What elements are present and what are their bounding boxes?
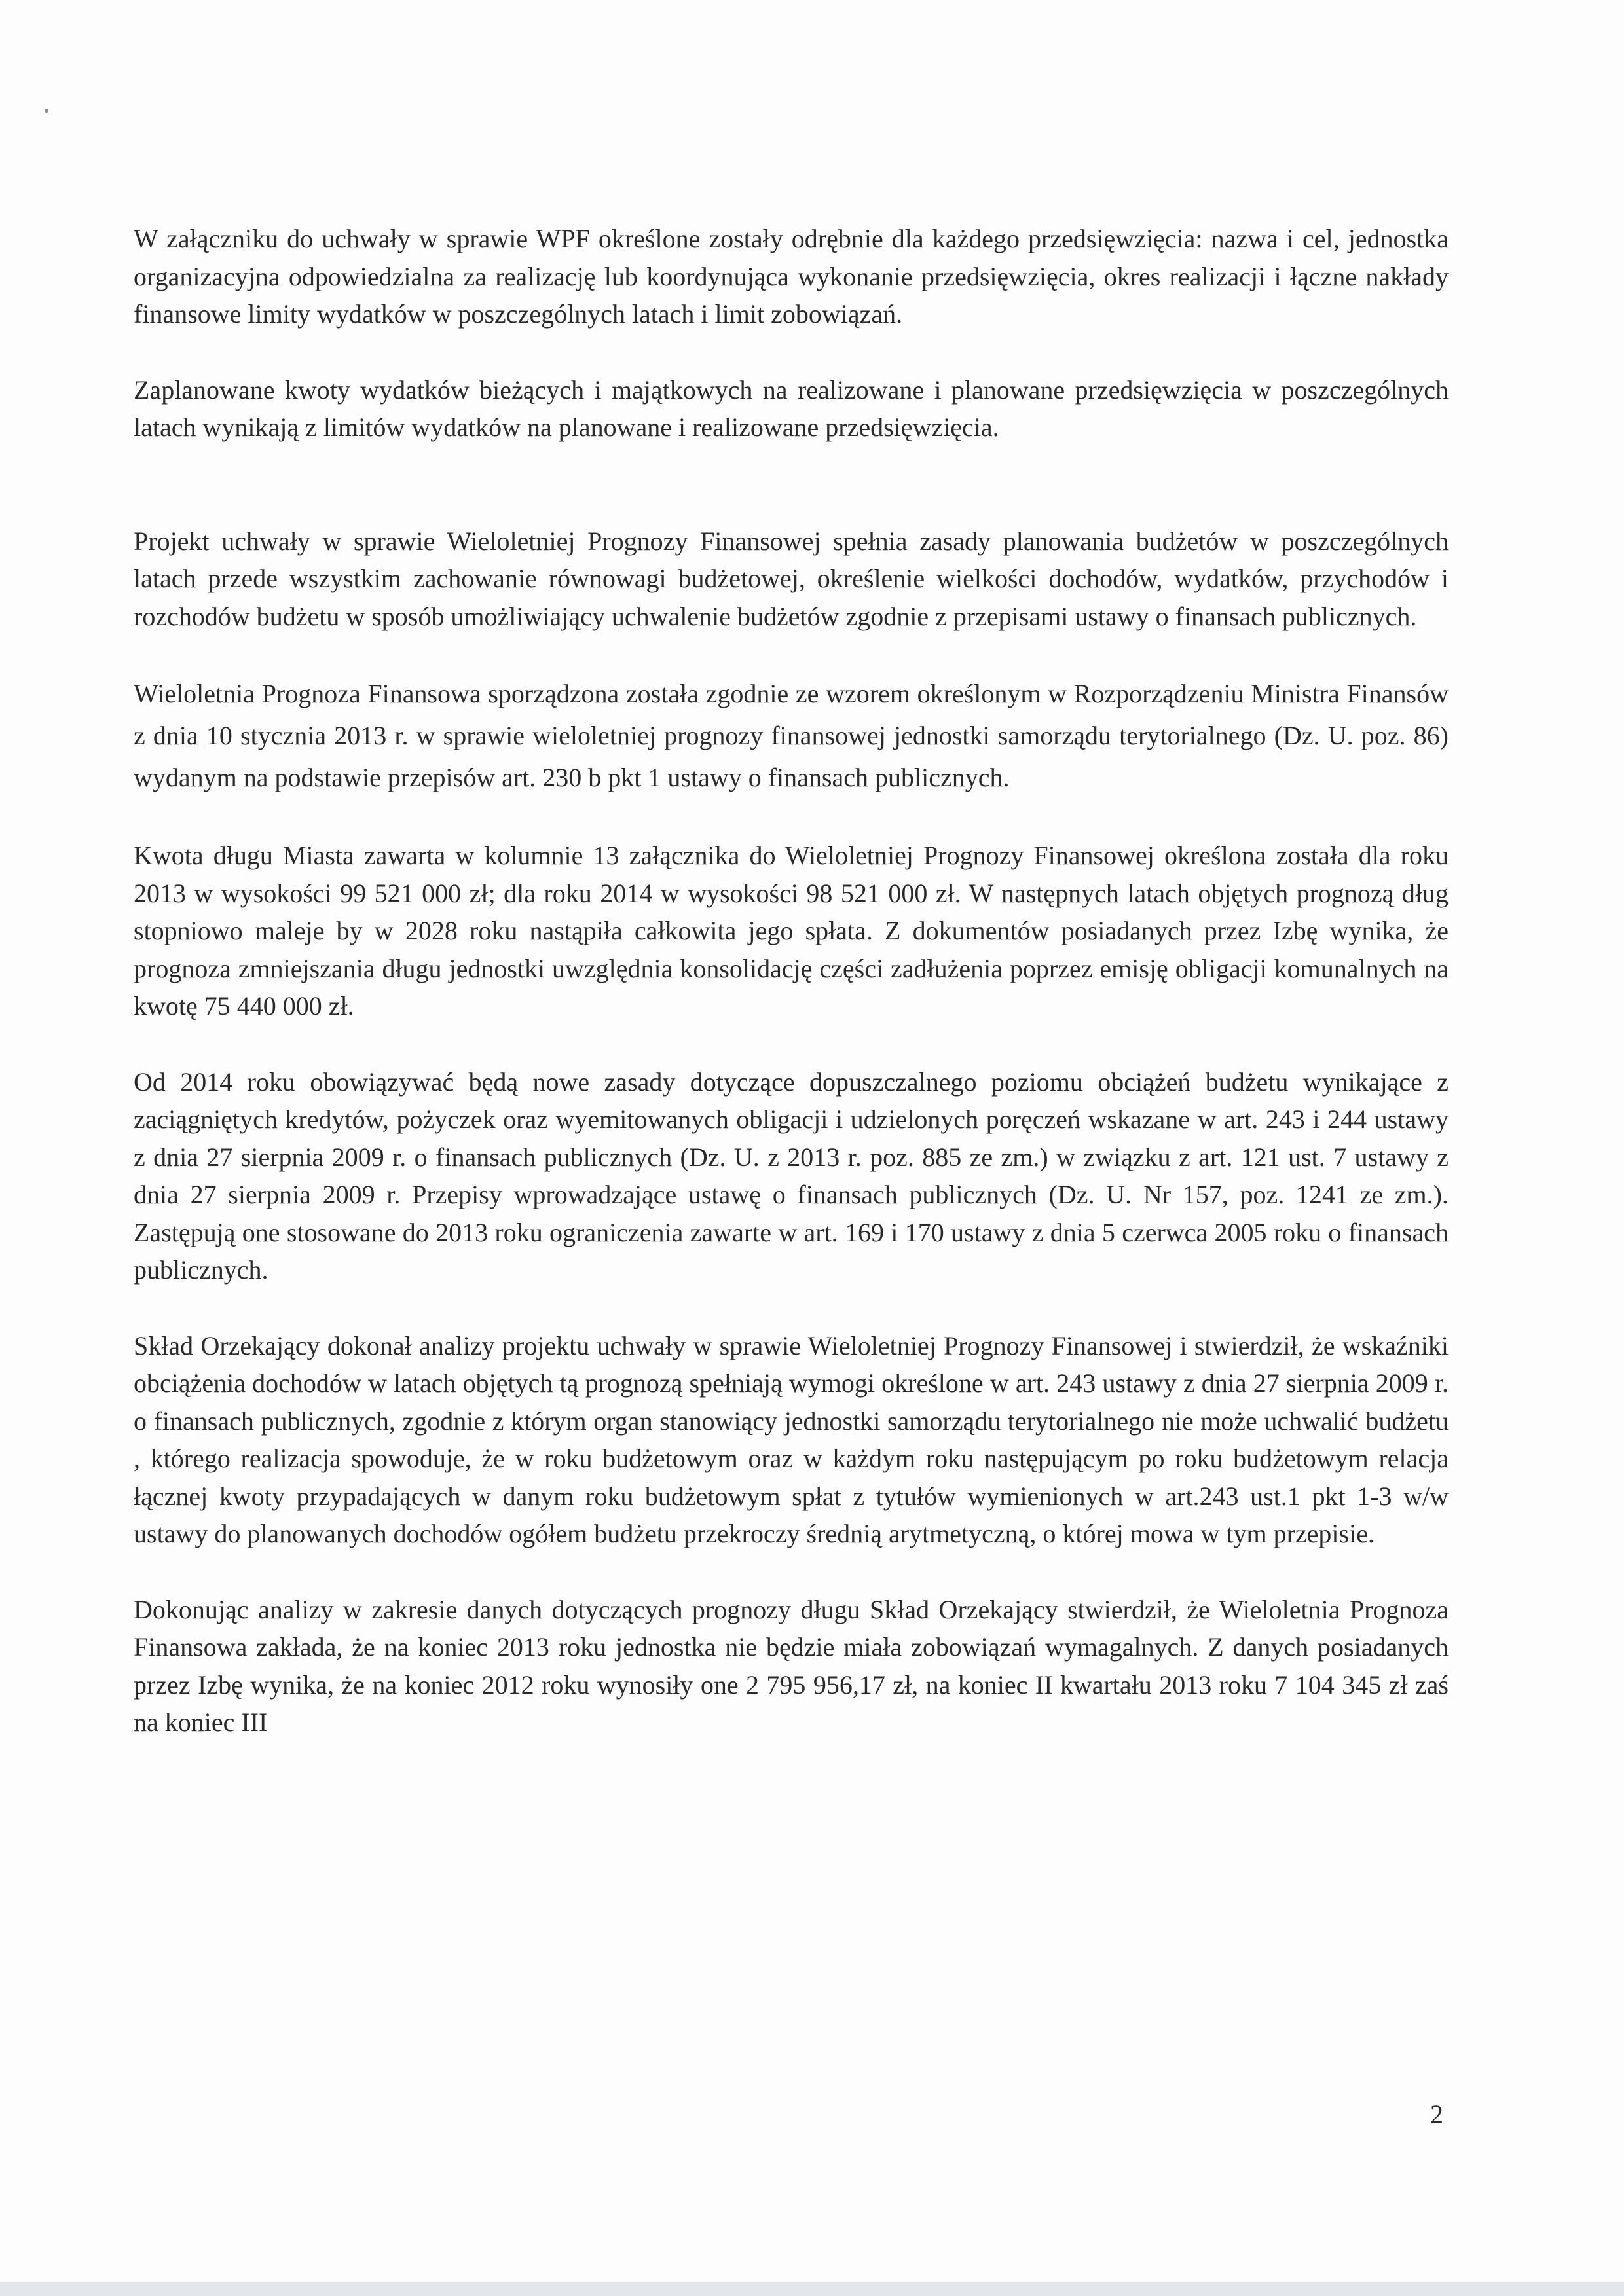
body-text: [134, 220, 1449, 1741]
scan-mark: [45, 109, 48, 113]
paragraph-3: Projekt uchwały w sprawie Wieloletniej Prognozy Finansowej spełnia zasady planowania budżetów w poszczególnych latach przede wszystkim zachowanie równowagi budżetowej, określenie wielkości dochodów, wydatków, przychodów i rozchodów budżetu w sposób umożliwiający uchwalenie budżetów zgodnie z przepisami ustawy o finansach publicznych.: [134, 526, 1449, 631]
paragraph-7: Skład Orzekający dokonał analizy projektu uchwały w sprawie Wieloletniej Prognozy Finansowej i stwierdził, że wskaźniki obciążenia dochodów w latach objętych tą prognozą spełniają wymogi określone w art. 243 ustawy z dnia 27 sierpnia 2009 r. o finansach publicznych, zgodnie z którym organ stanowiący jednostki samorządu terytorialnego nie może uchwalić budżetu , którego realizacja spowoduje, że w roku budżetowym oraz w każdym roku następującym po roku budżetowym relacja łącznej kwoty przypadających w danym roku budżetowym spłat z tytułów wymienionych w art.243 ust.1 pkt 1-3 w/w ustawy do planowanych dochodów ogółem budżetu przekroczy średnią arytmetyczną, o której mowa w tym przepisie.: [134, 1330, 1449, 1548]
paragraph-spacer: [134, 799, 1449, 837]
paragraph-spacer: [134, 635, 1449, 673]
paragraph-spacer: [134, 333, 1449, 371]
paragraph-2: Zaplanowane kwoty wydatków bieżących i majątkowych na realizowane i planowane przedsięwzięcia w poszczególnych latach wynikają z limitów wydatków na planowane i realizowane przedsięwzięcia.: [134, 374, 1449, 442]
paragraph-5: Kwota długu Miasta zawarta w kolumnie 13 załącznika do Wieloletniej Prognozy Finansowej określona została dla roku 2013 w wysokości 99 521 000 zł; dla roku 2014 w wysokości 98 521 000 zł. W następnych latach objętych prognozą dług stopniowo maleje by w 2028 roku nastąpiła całkowita jego spłata. Z dokumentów posiadanych przez Izbę wynika, że prognoza zmniejszania długu jednostki uwzględnia konsolidację części zadłużenia poprzez emisję obligacji komunalnych na kwotę 75 440 000 zł.: [134, 841, 1449, 1021]
paragraph-spacer: [134, 446, 1449, 522]
paragraph-4: Wieloletnia Prognoza Finansowa sporządzona została zgodnie ze wzorem określonym w Rozporządzeniu Ministra Finansów z dnia 10 stycznia 2013 r. w sprawie wieloletniej prognozy finansowej jednostki samorządu terytorialnego (Dz. U. poz. 86) wydanym na podstawie przepisów art. 230 b pkt 1 ustawy o finansach publicznych.: [134, 679, 1449, 792]
paragraph-6: Od 2014 roku obowiązywać będą nowe zasady dotyczące dopuszczalnego poziomu obciążeń budżetu wynikające z zaciągniętych kredytów, pożyczek oraz wyemitowanych obligacji i udzielonych poręczeń wskazane w art. 243 i 244 ustawy z dnia 27 sierpnia 2009 r. o finansach publicznych (Dz. U. z 2013 r. poz. 885 ze zm.) w związku z art. 121 ust. 7 ustawy z dnia 27 sierpnia 2009 r. Przepisy wprowadzające ustawę o finansach publicznych (Dz. U. Nr 157, poz. 1241 ze zm.). Zastępują one stosowane do 2013 roku ograniczenia zawarte w art. 169 i 170 ustawy z dnia 5 czerwca 2005 roku o finansach publicznych.: [134, 1066, 1449, 1285]
scan-bottom-edge: [0, 2282, 1624, 2296]
paragraph-spacer: [134, 1289, 1449, 1327]
paragraph-8: Dokonując analizy w zakresie danych dotyczących prognozy długu Skład Orzekający stwierdził, że Wieloletnia Prognoza Finansowa zakłada, że na koniec 2013 roku jednostka nie będzie miała zobowiązań wymagalnych. Z danych posiadanych przez Izbę wynika, że na koniec 2012 roku wynosiły one 2 795 956,17 zł, na koniec II kwartału 2013 roku 7 104 345 zł zaś na koniec III: [134, 1594, 1449, 1737]
paragraph-spacer: [134, 1025, 1449, 1063]
page-number: 2: [1430, 2100, 1443, 2129]
paragraph-1: W załączniku do uchwały w sprawie WPF określone zostały odrębnie dla każdego przedsięwzięcia: nazwa i cel, jednostka organizacyjna odpowiedzialna za realizację lub koordynująca wykonanie przedsięwzięcia, okres realizacji i łączne nakłady finansowe limity wydatków w poszczególnych latach i limit zobowiązań.: [134, 224, 1449, 329]
paragraph-spacer: [134, 1553, 1449, 1591]
